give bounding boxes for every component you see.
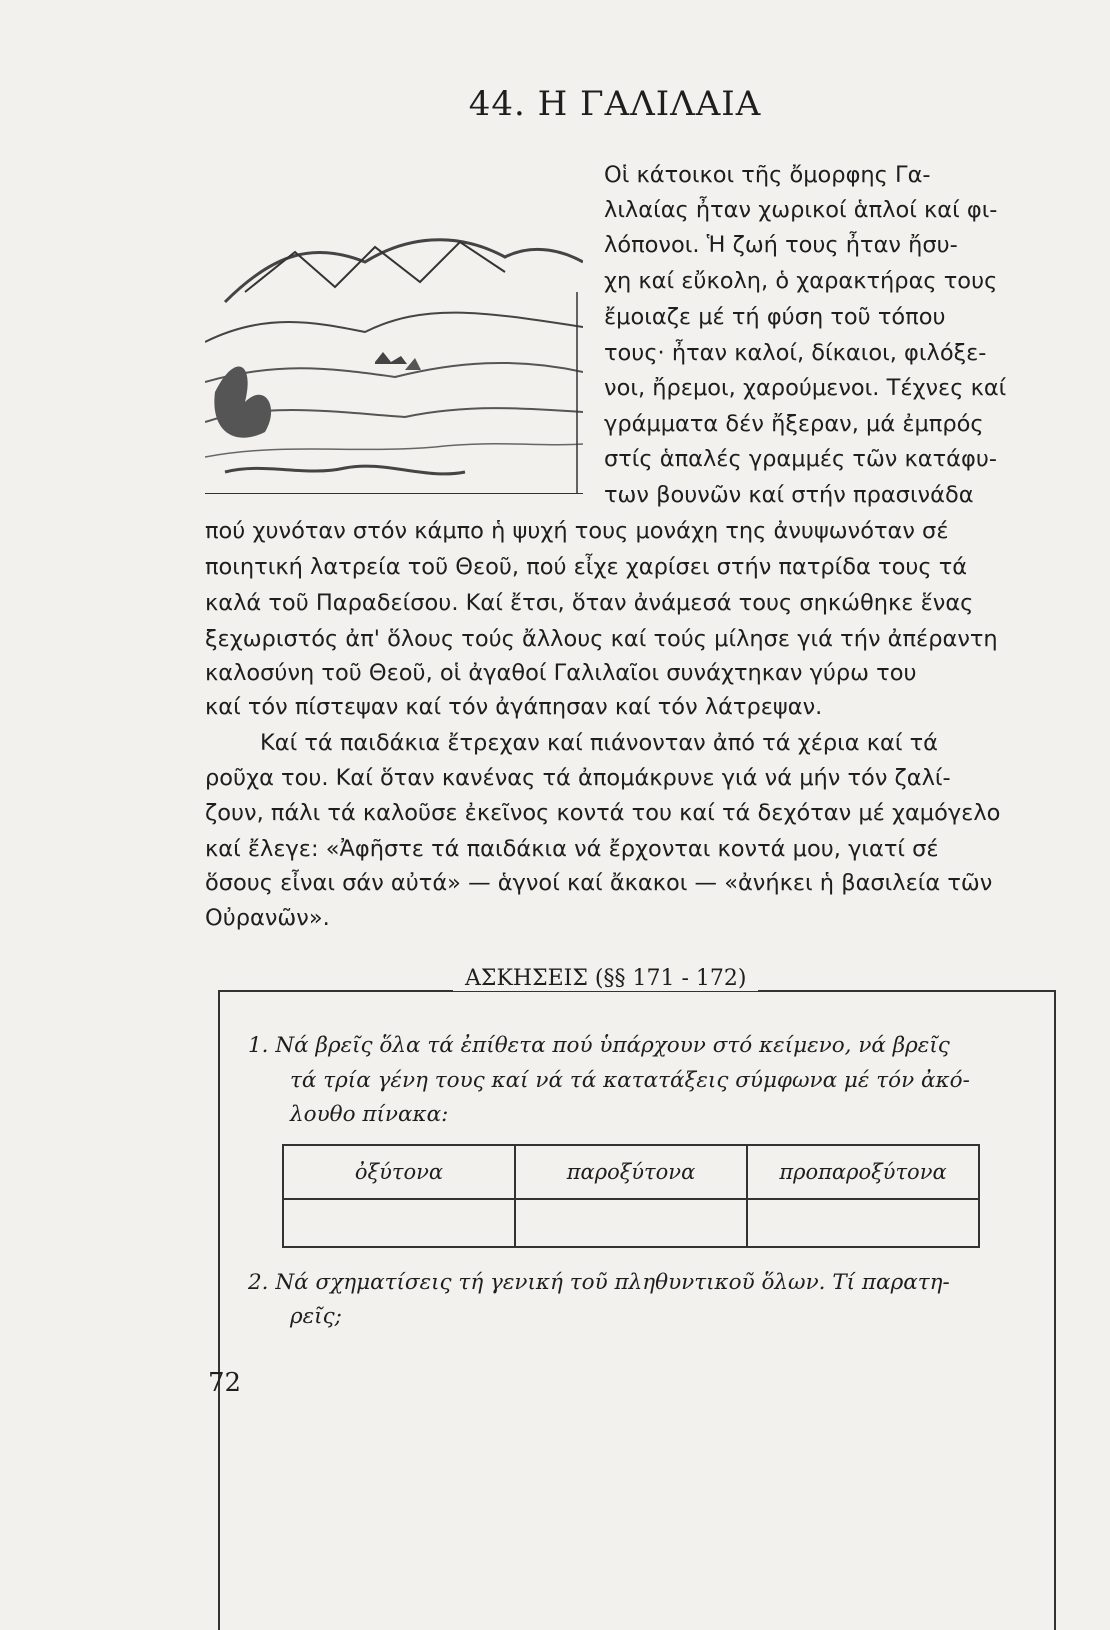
body-line: καλοσύνη τοῦ Θεοῦ, οἱ ἀγαθοί Γαλιλαῖοι συνάχτηκαν γύρω του bbox=[205, 660, 917, 686]
intro-line: στίς ἁπαλές γραμμές τῶν κατάφυ- bbox=[604, 446, 997, 472]
body-line: καί ἔλεγε: «Ἀφῆστε τά παιδάκια νά ἔρχονται κοντά μου, γιατί σέ bbox=[205, 836, 939, 862]
accent-classification-table bbox=[282, 1144, 980, 1248]
table-header-proparoxytona: προπαροξύτονα bbox=[747, 1145, 979, 1199]
intro-line: γράμματα δέν ἤξεραν, μά ἐμπρός bbox=[604, 411, 984, 437]
intro-line: Οἱ κάτοικοι τῆς ὄμορφης Γα- bbox=[604, 162, 931, 188]
table-cell bbox=[283, 1199, 515, 1247]
body-line: ποιητική λατρεία τοῦ Θεοῦ, πού εἶχε χαρίσει στήν πατρίδα τους τά bbox=[205, 554, 968, 580]
page-number: 72 bbox=[208, 1368, 242, 1398]
intro-line: των βουνῶν καί στήν πρασινάδα bbox=[604, 482, 974, 508]
table-header-paroxytona: παροξύτονα bbox=[515, 1145, 747, 1199]
intro-line: λιλαίας ἦταν χωρικοί ἁπλοί καί φι- bbox=[604, 197, 998, 223]
body-line: Καί τά παιδάκια ἔτρεχαν καί πιάνονταν ἀπό τά χέρια καί τά bbox=[260, 730, 938, 756]
table-cell bbox=[747, 1199, 979, 1247]
galilee-landscape-illustration bbox=[205, 232, 583, 494]
intro-line: ἔμοιαζε μέ τή φύση τοῦ τόπου bbox=[604, 304, 946, 330]
table-cell bbox=[515, 1199, 747, 1247]
table-header-oxytona: ὀξύτονα bbox=[283, 1145, 515, 1199]
intro-line: νοι, ἤρεμοι, χαρούμενοι. Τέχνες καί bbox=[604, 375, 1007, 401]
body-line: ζουν, πάλι τά καλοῦσε ἐκεῖνος κοντά του καί τά δεχόταν μέ χαμόγελο bbox=[205, 800, 1001, 826]
intro-line: χη καί εὔκολη, ὁ χαρακτήρας τους bbox=[604, 268, 998, 294]
exercises-title: ΑΣΚΗΣΕΙΣ (§§ 171 - 172) bbox=[453, 966, 758, 991]
intro-line: λόπονοι. Ἡ ζωή τους ἦταν ἤσυ- bbox=[604, 232, 958, 258]
exercise-1-line: τά τρία γένη τους καί νά τά κατατάξεις σύμφωνα μέ τόν ἀκό- bbox=[290, 1068, 970, 1093]
exercise-1-line: λουθο πίνακα: bbox=[290, 1102, 449, 1127]
exercise-2-line: ρεῖς; bbox=[290, 1304, 342, 1329]
body-line: ξεχωριστός ἀπ' ὅλους τούς ἄλλους καί τούς μίλησε γιά τήν ἀπέραντη bbox=[205, 626, 998, 652]
intro-line: τους· ἦταν καλοί, δίκαιοι, φιλόξε- bbox=[604, 340, 987, 366]
body-line: πού χυνόταν στόν κάμπο ἡ ψυχή τους μονάχη της ἀνυψωνόταν σέ bbox=[205, 518, 949, 544]
body-line: καί τόν πίστεψαν καί τόν ἀγάπησαν καί τόν λάτρεψαν. bbox=[205, 694, 823, 720]
lesson-title: 44. Η ΓΑΛΙΛΑΙΑ bbox=[468, 84, 762, 124]
exercise-2-line: 2. Νά σχηματίσεις τή γενική τοῦ πληθυντικοῦ ὅλων. Τί παρατη- bbox=[248, 1270, 950, 1295]
body-line: ὅσους εἶναι σάν αὐτά» — ἁγνοί καί ἄκακοι — «ἀνήκει ἡ βασιλεία τῶν bbox=[205, 870, 993, 896]
body-line: ροῦχα του. Καί ὅταν κανένας τά ἀπομάκρυνε γιά νά μήν τόν ζαλί- bbox=[205, 765, 951, 791]
body-line: Οὐρανῶν». bbox=[205, 905, 330, 931]
exercise-1-line: 1. Νά βρεῖς ὅλα τά ἐπίθετα πού ὑπάρχουν στό κείμενο, νά βρεῖς bbox=[248, 1033, 950, 1058]
body-line: καλά τοῦ Παραδείσου. Καί ἔτσι, ὅταν ἀνάμεσά τους σηκώθηκε ἕνας bbox=[205, 590, 974, 616]
